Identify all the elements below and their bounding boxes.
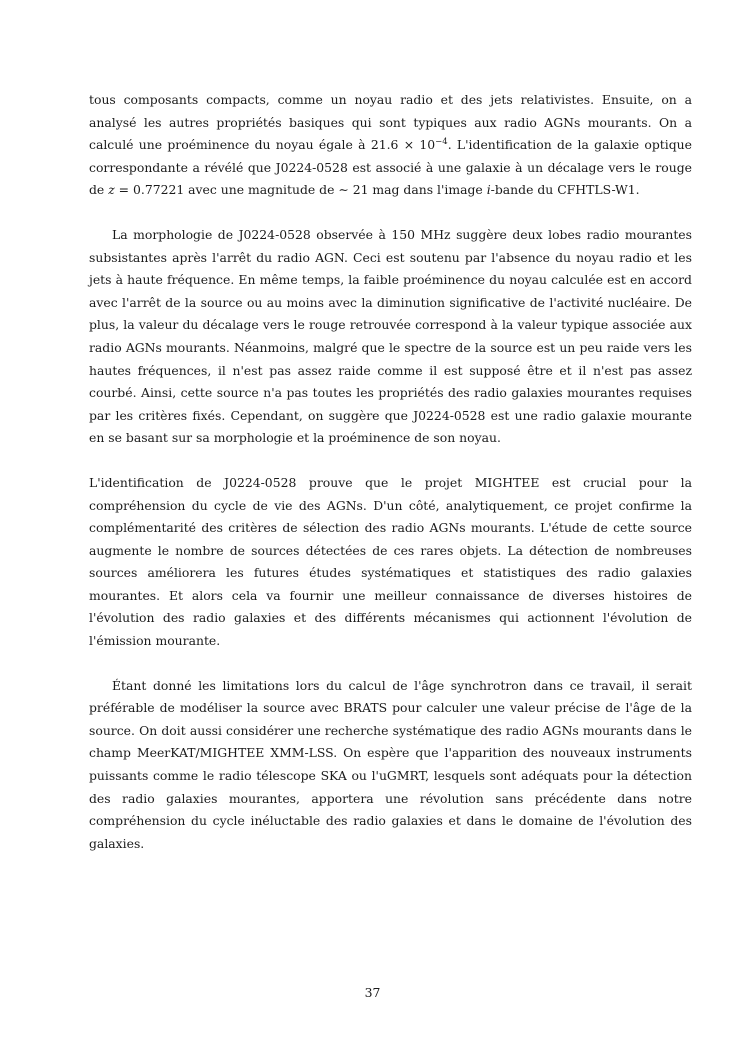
paragraph-1-text-a: tous composants compacts, comme un noyau radio et des jets relativistes. Ensuite, on a analysé les autres propriétés basiques qui sont typiques aux radio AGNs mourants. On a calculé une proéminence du noyau égale à — [89, 92, 692, 153]
paragraph-1-text-c: avec une magnitude de ∼ 21 mag dans l'image — [184, 182, 487, 198]
redshift-value: = 0.77221 — [114, 182, 185, 198]
redshift-symbol: z — [108, 182, 115, 198]
paragraph-3: L'identification de J0224-0528 prouve que le projet MIGHTEE est crucial pour la compréhension du cycle de vie des AGNs. D'un côté, analytiquement, ce projet confirme la complémentarité des critères de sélection des radio AGNs mourants. L'étude de cette source augmente le nombre de sources détectées de ces rares objets. La détection de nombreuses sources améliorera les futures études systématiques et statistiques des radio galaxies mourantes. Et alors cela va fournir une meilleur connaissance de diverses histoires de l'évolution des radio galaxies et des différents mécanismes qui actionnent l'évolution de l'émission mourante. — [89, 474, 692, 649]
body-text — [89, 89, 692, 855]
core-prominence-value — [371, 137, 448, 152]
paragraph-4: Étant donné les limitations lors du calcul de l'âge synchrotron dans ce travail, il serait préférable de modéliser la source avec BRATS pour calculer une valeur précise de l'âge de la source. On doit aussi considérer une recherche systématique des radio AGNs mourants dans le champ MeerKAT/MIGHTEE XMM-LSS. On espère que l'apparition des nouveaux instruments puissants comme le radio télescope SKA ou l'uGMRT, lesquels sont adéquats pour la détection des radio galaxies mourantes, apportera une révolution sans précédente dans notre compréhension du cycle inéluctable des radio galaxies et dans le domaine de l'évolution des galaxies. — [89, 677, 692, 851]
paragraph-1-text-d: -bande du CFHTLS-W1. — [490, 182, 640, 198]
band-symbol: i — [486, 182, 491, 198]
core-prominence-exponent: −4 — [435, 137, 448, 148]
page-number: 37 — [364, 985, 381, 1000]
paragraph-2: La morphologie de J0224-0528 observée à 150 MHz suggère deux lobes radio mourantes subsistantes après l'arrêt du radio AGN. Ceci est soutenu par l'absence du noyau radio et les jets à haute fréquence. En même temps, la faible proéminence du noyau calculée est en accord avec l'arrêt de la source ou au moins avec la diminution significative de l'activité nucléaire. De plus, la valeur du décalage vers le rouge retrouvée correspond à la valeur typique associée aux radio AGNs mourants. Néanmoins, malgré que le spectre de la source est un peu raide vers les hautes fréquences, il n'est pas assez raide comme il est supposé être et il n'est pas assez courbé. Ainsi, cette source n'a pas toutes les propriétés des radio galaxies mourantes requises par les critères fixés. Cependant, on suggère que J0224-0528 est une radio galaxie mourante en se basant sur sa morphologie et la proéminence de son noyau. — [89, 226, 692, 446]
paragraph-1-text-b: . L'identification de la galaxie optique correspondante a révélé que J0224-0528 est associé à une galaxie à un décalage vers le rouge de — [89, 137, 692, 198]
paragraph-1 — [89, 89, 692, 202]
core-prominence-mantissa: 21.6 × 10 — [370, 137, 436, 153]
